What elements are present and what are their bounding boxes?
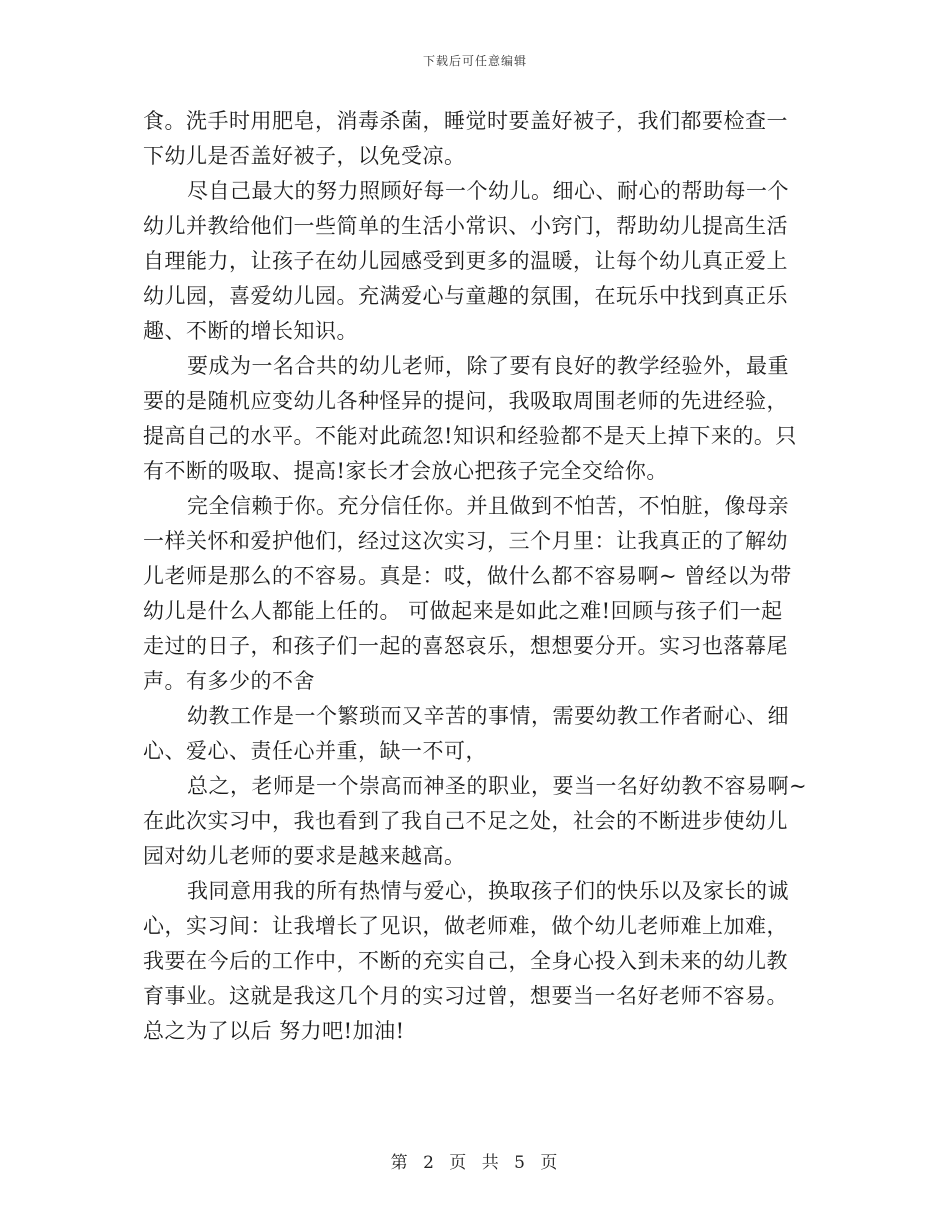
text-line: 我同意用我的所有热情与爱心，换取孩子们的快乐以及家长的诚 bbox=[187, 879, 789, 903]
text-line: 心，实习间：让我增长了见识，做老师难，做个幼儿老师难上加难， bbox=[143, 914, 788, 938]
text-line: 要的是随机应变幼儿各种怪异的提问，我吸取周围老师的先进经验， bbox=[143, 389, 788, 413]
text-line: 心、爱心、责任心并重，缺一不可， bbox=[143, 739, 487, 763]
text-line: 下幼儿是否盖好被子，以免受凉。 bbox=[143, 144, 466, 168]
text-line: 自理能力，让孩子在幼儿园感受到更多的温暖，让每个幼儿真正爱上 bbox=[143, 249, 788, 273]
document-body bbox=[143, 104, 808, 1049]
text-line: 幼儿园，喜爱幼儿园。充满爱心与童趣的氛围，在玩乐中找到真正乐 bbox=[143, 284, 788, 308]
page-number: 第 2 页 共 5 页 bbox=[390, 1153, 560, 1173]
text-line: 趣、不断的增长知识。 bbox=[143, 319, 358, 343]
text-line: 园对幼儿老师的要求是越来越高。 bbox=[143, 844, 466, 868]
text-line: 幼儿是什么人都能上任的。 可做起来是如此之难!回顾与孩子们一起 bbox=[143, 599, 783, 623]
text-line: 一样关怀和爱护他们，经过这次实习，三个月里：让我真正的了解幼 bbox=[143, 529, 788, 553]
text-line: 声。有多少的不舍 bbox=[143, 669, 315, 693]
text-line: 在此次实习中，我也看到了我自己不足之处，社会的不断进步使幼儿 bbox=[143, 809, 788, 833]
text-line: 有不断的吸取、提高!家长才会放心把孩子完全交给你。 bbox=[143, 459, 668, 483]
header-note: 下载后可任意编辑 bbox=[422, 54, 527, 68]
text-line: 我要在今后的工作中，不断的充实自己，全身心投入到未来的幼儿教 bbox=[143, 949, 788, 973]
text-line: 食。洗手时用肥皂，消毒杀菌，睡觉时要盖好被子，我们都要检查一 bbox=[143, 109, 788, 133]
text-line: 儿老师是那么的不容易。真是：哎，做什么都不容易啊~ 曾经以为带 bbox=[143, 564, 792, 588]
text-line: 要成为一名合共的幼儿老师，除了要有良好的教学经验外，最重 bbox=[187, 354, 789, 378]
text-line: 提高自己的水平。不能对此疏忽!知识和经验都不是天上掉下来的。只 bbox=[143, 424, 797, 448]
text-line: 育事业。这就是我这几个月的实习过曾，想要当一名好老师不容易。 bbox=[143, 984, 788, 1008]
text-line: 完全信赖于你。充分信任你。并且做到不怕苦，不怕脏，像母亲 bbox=[187, 494, 789, 518]
text-line: 总之为了以后 努力吧!加油! bbox=[143, 1019, 405, 1043]
text-line: 幼教工作是一个繁琐而又辛苦的事情，需要幼教工作者耐心、细 bbox=[187, 704, 789, 728]
text-line: 幼儿并教给他们一些简单的生活小常识、小窍门，帮助幼儿提高生活 bbox=[143, 214, 788, 238]
text-line: 走过的日子，和孩子们一起的喜怒哀乐，想想要分开。实习也落幕尾 bbox=[143, 634, 788, 658]
text-line: 总之，老师是一个崇高而神圣的职业，要当一名好幼教不容易啊~ bbox=[187, 774, 808, 798]
text-line: 尽自己最大的努力照顾好每一个幼儿。细心、耐心的帮助每一个 bbox=[187, 179, 789, 203]
